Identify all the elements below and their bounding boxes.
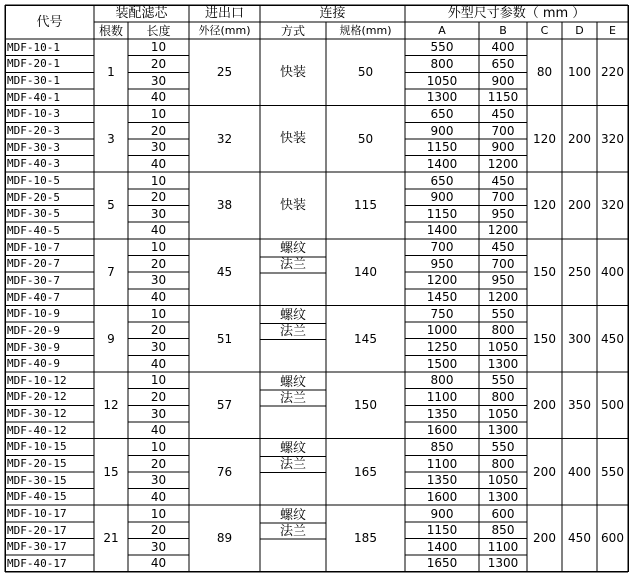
group-method: 快装 (279, 64, 306, 80)
group-spec: 140 (354, 265, 377, 280)
row-dim-a: 1100 (426, 389, 458, 404)
row-length: 20 (150, 123, 167, 138)
group-dim-c: 200 (533, 531, 556, 546)
group-method-thread: 螺纹 (279, 374, 306, 390)
group-dim-d: 400 (568, 464, 591, 479)
group-port: 25 (216, 65, 233, 80)
row-dim-b: 600 (491, 506, 515, 521)
row-dim-b: 1300 (487, 423, 519, 438)
row-dim-a: 1350 (426, 406, 458, 421)
group-spec: 185 (354, 531, 377, 546)
group-port: 76 (216, 464, 233, 479)
row-length: 10 (150, 106, 167, 121)
row-code: MDF-20-1 (7, 57, 60, 71)
group-port: 51 (216, 331, 233, 346)
row-code: MDF-20-5 (7, 190, 60, 204)
row-dim-a: 700 (430, 240, 454, 255)
row-code: MDF-20-9 (7, 323, 60, 337)
header-col-e: E (609, 24, 616, 37)
header-dims: 外型尺寸参数（ mm ） (447, 6, 586, 21)
row-length: 10 (150, 173, 167, 188)
row-length: 30 (150, 206, 167, 221)
row-length: 10 (150, 240, 167, 255)
row-length: 20 (150, 523, 167, 538)
row-length: 40 (150, 423, 167, 438)
group-dim-e: 400 (601, 265, 624, 280)
group-count: 9 (107, 331, 115, 346)
group-dim-d: 350 (568, 398, 591, 413)
group-method: 快装 (279, 131, 306, 147)
row-dim-a: 650 (430, 173, 454, 188)
row-dim-a: 1150 (426, 140, 458, 155)
row-length: 30 (150, 539, 167, 554)
row-length: 30 (150, 273, 167, 288)
row-dim-b: 1200 (487, 223, 519, 238)
group-dim-e: 320 (601, 198, 624, 213)
group-count: 12 (103, 398, 119, 413)
row-dim-b: 550 (491, 306, 515, 321)
row-code: MDF-40-17 (7, 556, 67, 570)
group-spec: 165 (354, 464, 377, 479)
row-code: MDF-10-5 (7, 174, 60, 187)
row-dim-a: 1650 (426, 556, 458, 571)
header-filter: 装配滤芯 (115, 6, 168, 21)
group-dim-d: 250 (568, 265, 591, 280)
group-method-flange: 法兰 (279, 523, 306, 539)
row-dim-b: 550 (491, 373, 515, 388)
row-code: MDF-10-7 (7, 240, 60, 254)
group-port: 38 (216, 198, 233, 213)
row-dim-b: 800 (491, 323, 515, 338)
row-dim-b: 1100 (487, 539, 519, 554)
group-spec: 145 (354, 331, 377, 346)
group-dim-d: 200 (568, 131, 591, 146)
group-spec: 150 (354, 398, 377, 413)
row-length: 40 (150, 356, 167, 371)
row-length: 10 (150, 373, 167, 388)
row-dim-b: 950 (491, 206, 515, 221)
row-dim-b: 550 (491, 439, 515, 454)
group-method-flange: 法兰 (279, 323, 306, 339)
group-spec: 50 (357, 131, 374, 146)
row-code: MDF-10-9 (7, 307, 60, 321)
row-code: MDF-10-3 (7, 107, 60, 121)
row-dim-a: 800 (430, 373, 454, 388)
row-length: 20 (150, 323, 167, 338)
row-dim-b: 1200 (487, 156, 519, 171)
group-dim-e: 320 (601, 131, 624, 146)
group-dim-c: 80 (536, 65, 553, 80)
row-length: 20 (150, 190, 167, 205)
row-dim-b: 1300 (487, 356, 519, 371)
row-code: MDF-20-15 (7, 457, 67, 471)
row-length: 40 (150, 156, 167, 171)
row-dim-a: 1600 (426, 489, 458, 504)
header-col-d: D (575, 24, 584, 37)
row-code: MDF-10-15 (7, 440, 67, 454)
group-dim-d: 300 (568, 331, 591, 346)
group-port: 57 (216, 398, 233, 413)
row-code: MDF-20-12 (7, 390, 67, 404)
row-dim-b: 1300 (487, 489, 519, 504)
row-dim-a: 750 (430, 306, 454, 321)
row-code: MDF-40-15 (7, 490, 67, 504)
row-code: MDF-30-7 (7, 273, 60, 287)
group-count: 1 (107, 65, 115, 80)
row-code: MDF-40-5 (7, 223, 60, 237)
row-length: 30 (150, 140, 167, 155)
header-code: 代号 (36, 14, 63, 30)
row-code: MDF-30-9 (7, 340, 60, 354)
row-code: MDF-30-17 (7, 540, 67, 554)
group-dim-e: 220 (601, 65, 624, 80)
row-dim-a: 1350 (426, 473, 458, 488)
header-outer-dia: 外径(mm) (198, 24, 251, 37)
row-dim-b: 800 (491, 389, 515, 404)
row-dim-a: 1150 (426, 206, 458, 221)
row-dim-a: 550 (430, 40, 454, 55)
row-dim-b: 1300 (487, 556, 519, 571)
row-length: 40 (150, 489, 167, 504)
group-count: 7 (107, 265, 115, 280)
group-spec: 50 (357, 65, 374, 80)
group-port: 89 (216, 531, 233, 546)
group-dim-d: 200 (568, 198, 591, 213)
row-length: 30 (150, 73, 167, 88)
row-length: 30 (150, 340, 167, 354)
row-dim-a: 1600 (426, 423, 458, 438)
group-dim-e: 550 (601, 464, 624, 479)
group-count: 15 (103, 464, 119, 479)
header-method: 方式 (280, 23, 305, 38)
row-length: 40 (150, 90, 167, 105)
row-dim-b: 850 (491, 523, 515, 538)
row-dim-b: 700 (491, 190, 515, 205)
header-col-b: B (499, 24, 507, 37)
group-dim-c: 120 (533, 198, 556, 213)
group-spec: 115 (354, 198, 377, 213)
row-code: MDF-30-5 (7, 207, 60, 221)
group-count: 5 (107, 198, 115, 213)
row-code: MDF-40-12 (7, 423, 67, 437)
row-length: 20 (150, 456, 167, 471)
row-length: 10 (150, 306, 167, 321)
row-length: 10 (150, 506, 167, 521)
group-dim-e: 450 (601, 331, 624, 346)
row-code: MDF-40-3 (7, 157, 60, 171)
row-dim-a: 1200 (426, 273, 458, 288)
group-dim-c: 150 (533, 265, 556, 280)
row-dim-a: 900 (430, 190, 454, 205)
row-dim-a: 650 (430, 106, 454, 121)
row-code: MDF-10-17 (7, 507, 67, 520)
row-dim-a: 1400 (426, 539, 458, 554)
row-dim-a: 1000 (426, 323, 458, 338)
group-dim-e: 600 (601, 531, 624, 546)
row-dim-a: 1400 (426, 156, 458, 171)
row-dim-b: 900 (491, 140, 515, 155)
row-code: MDF-30-1 (7, 74, 60, 88)
row-code: MDF-30-12 (7, 407, 67, 421)
row-dim-b: 800 (491, 456, 515, 471)
row-length: 30 (150, 406, 167, 421)
row-length: 20 (150, 56, 167, 71)
header-col-a: A (438, 24, 446, 37)
row-code: MDF-20-3 (7, 124, 60, 138)
row-dim-a: 900 (430, 123, 454, 138)
row-length: 10 (150, 40, 167, 55)
row-code: MDF-30-3 (7, 140, 60, 154)
row-code: MDF-20-7 (7, 257, 60, 271)
row-length: 40 (150, 290, 167, 305)
group-port: 32 (216, 131, 233, 146)
row-dim-a: 1300 (426, 90, 458, 105)
row-dim-b: 650 (491, 56, 515, 71)
header-spec: 规格(mm) (339, 24, 392, 37)
row-code: MDF-40-7 (7, 290, 60, 304)
group-dim-c: 150 (533, 331, 556, 346)
group-method-thread: 螺纹 (279, 441, 306, 457)
row-dim-b: 450 (491, 173, 515, 188)
row-dim-b: 450 (491, 240, 515, 255)
row-dim-a: 1450 (426, 290, 458, 305)
group-method-flange: 法兰 (279, 457, 306, 473)
group-method-thread: 螺纹 (279, 307, 306, 323)
row-length: 20 (150, 256, 167, 271)
row-code: MDF-40-9 (7, 357, 60, 371)
row-dim-b: 1200 (487, 290, 519, 305)
row-dim-b: 950 (491, 273, 515, 288)
row-length: 10 (150, 439, 167, 454)
row-dim-b: 900 (491, 73, 515, 88)
group-method-thread: 螺纹 (279, 241, 306, 257)
row-dim-a: 1250 (426, 340, 458, 354)
row-code: MDF-30-15 (7, 473, 67, 487)
row-dim-a: 800 (430, 56, 454, 71)
row-code: MDF-20-17 (7, 523, 67, 537)
row-dim-a: 1500 (426, 356, 458, 371)
row-dim-b: 700 (491, 256, 515, 271)
row-dim-a: 1050 (426, 73, 458, 88)
row-code: MDF-10-1 (7, 40, 60, 54)
row-length: 40 (150, 223, 167, 238)
row-dim-a: 850 (430, 439, 454, 454)
group-dim-c: 200 (533, 398, 556, 413)
row-dim-b: 1050 (487, 406, 519, 421)
group-dim-d: 450 (568, 531, 591, 546)
group-count: 21 (103, 531, 119, 546)
header-length: 长度 (146, 23, 171, 38)
row-dim-b: 1050 (487, 473, 519, 488)
group-method-thread: 螺纹 (279, 507, 306, 523)
group-method-flange: 法兰 (279, 390, 306, 406)
row-length: 40 (150, 556, 167, 571)
row-code: MDF-40-1 (7, 90, 60, 104)
row-dim-a: 950 (430, 256, 454, 271)
group-method-flange: 法兰 (279, 257, 306, 273)
group-dim-c: 200 (533, 464, 556, 479)
row-dim-b: 1150 (487, 90, 519, 105)
header-port: 进出口 (204, 6, 244, 21)
row-dim-a: 900 (430, 506, 454, 521)
row-dim-a: 1400 (426, 223, 458, 238)
group-port: 45 (216, 265, 233, 280)
row-dim-a: 1100 (426, 456, 458, 471)
group-count: 3 (107, 131, 115, 146)
row-dim-a: 1150 (426, 523, 458, 538)
row-dim-b: 450 (491, 106, 515, 121)
row-length: 30 (150, 473, 167, 488)
row-length: 20 (150, 389, 167, 404)
row-code: MDF-10-12 (7, 373, 67, 387)
row-dim-b: 1050 (487, 340, 519, 354)
row-dim-b: 400 (491, 40, 515, 55)
header-count: 根数 (98, 23, 123, 38)
row-dim-b: 700 (491, 123, 515, 138)
group-dim-c: 120 (533, 131, 556, 146)
group-dim-d: 100 (568, 65, 591, 80)
group-dim-e: 500 (601, 398, 624, 413)
group-method: 快装 (279, 197, 306, 213)
header-col-c: C (540, 24, 549, 37)
header-connection: 连接 (319, 6, 346, 21)
